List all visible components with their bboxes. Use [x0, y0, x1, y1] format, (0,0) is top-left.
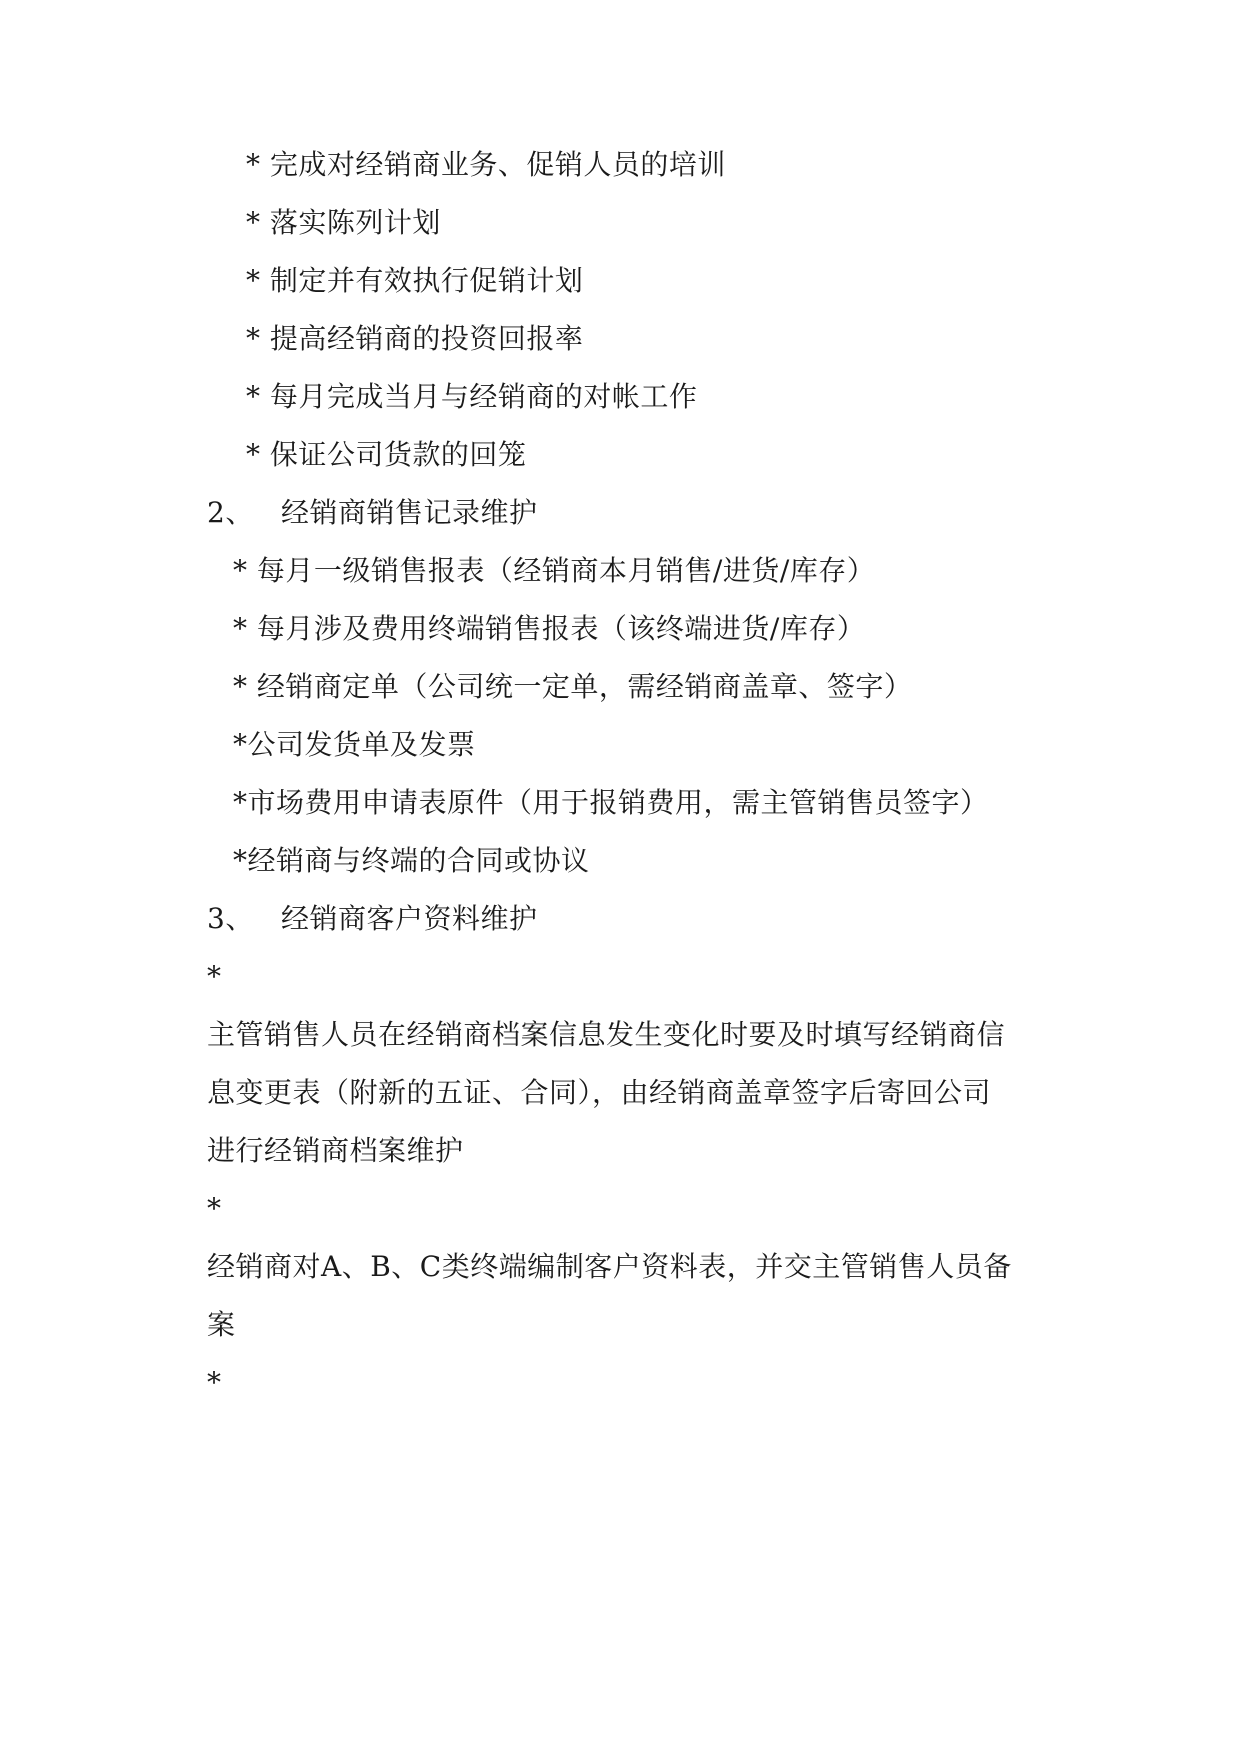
list-item: * 保证公司货款的回笼 [246, 438, 527, 471]
section-heading [207, 493, 538, 533]
list-item: * 经销商定单（公司统一定单，需经销商盖章、签字） [233, 670, 913, 703]
paragraph-line: 息变更表（附新的五证、合同），由经销商盖章签字后寄回公司 [207, 1076, 992, 1109]
list-item: * 每月一级销售报表（经销商本月销售/进货/库存） [233, 554, 876, 587]
list-item: * 完成对经销商业务、促销人员的培训 [246, 148, 726, 181]
list-item: *市场费用申请表原件（用于报销费用，需主管销售员签字） [233, 786, 989, 819]
list-item: *经销商与终端的合同或协议 [233, 844, 590, 877]
paragraph-line: 进行经销商档案维护 [207, 1134, 464, 1167]
bullet-star: * [207, 960, 222, 993]
section-title: 经销商销售记录维护 [281, 496, 538, 529]
list-item: *公司发货单及发票 [233, 728, 476, 761]
list-item: * 每月完成当月与经销商的对帐工作 [246, 380, 698, 413]
bullet-star: * [207, 1192, 222, 1225]
list-item: * 制定并有效执行促销计划 [246, 264, 584, 297]
paragraph-line: 案 [207, 1308, 236, 1341]
section-heading [207, 899, 538, 939]
bullet-star: * [207, 1366, 222, 1399]
section-number: 2、 [207, 496, 254, 529]
section-title: 经销商客户资料维护 [281, 902, 538, 935]
list-item: * 每月涉及费用终端销售报表（该终端进货/库存） [233, 612, 866, 645]
list-item: * 落实陈列计划 [246, 206, 441, 239]
section-number: 3、 [207, 902, 254, 935]
paragraph-line: 经销商对A、B、C类终端编制客户资料表，并交主管销售人员备 [207, 1250, 1012, 1283]
paragraph-line: 主管销售人员在经销商档案信息发生变化时要及时填写经销商信 [207, 1018, 1006, 1051]
list-item: * 提高经销商的投资回报率 [246, 322, 584, 355]
